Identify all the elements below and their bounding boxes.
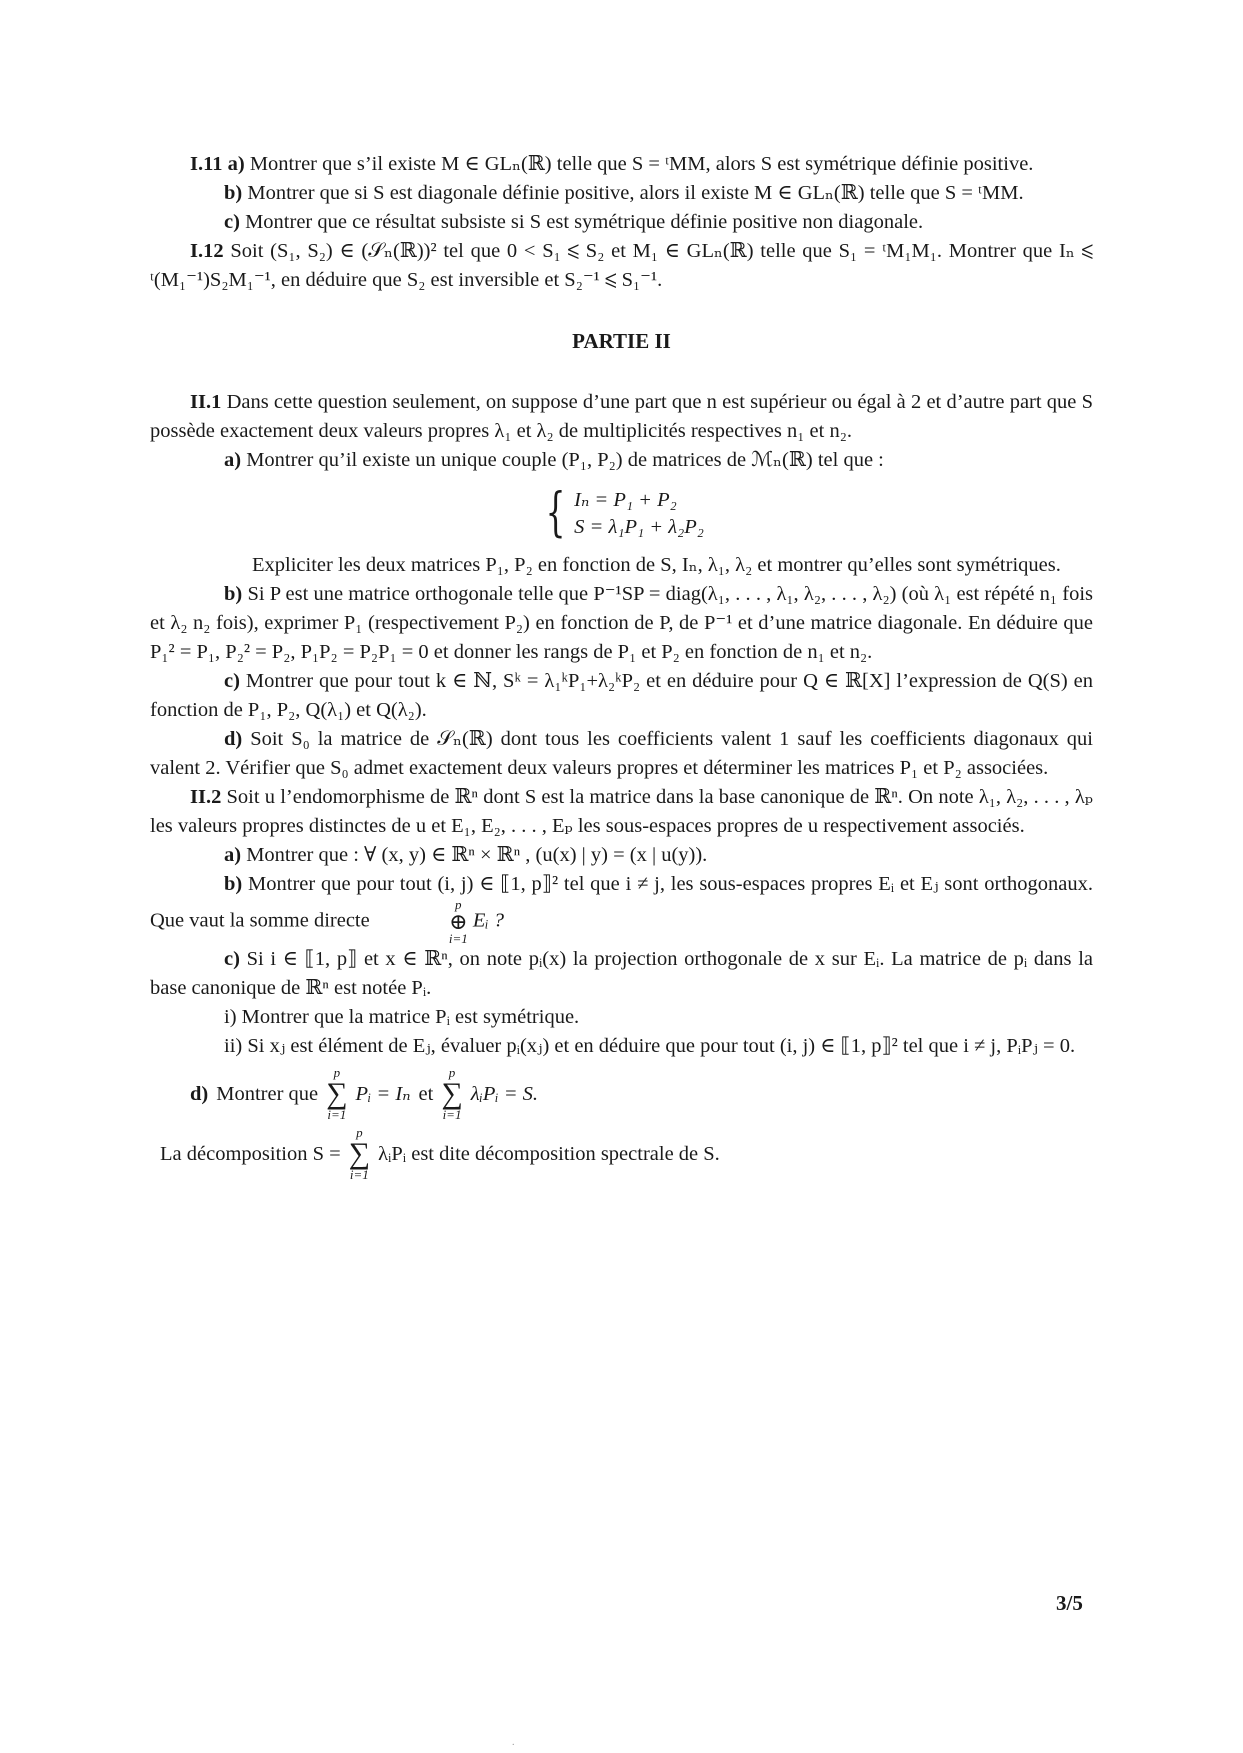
equation-system [150, 483, 1093, 543]
question-text: Montrer que pour tout (i, j) ∈ ⟦1, p⟧² tel que i ≠ j, les sous-espaces propres Eᵢ et Eⱼ sont orthogonaux. Que vaut la somme directe [150, 873, 1094, 932]
conjunction-text: et [418, 1082, 434, 1105]
summation-symbol: p ∑ i=1 [348, 1125, 371, 1182]
subquestion-label: a) [224, 844, 242, 866]
question-text: Montrer que si S est diagonale définie positive, alors il existe M ∈ GLₙ(ℝ) telle que S = ᵗMM. [247, 182, 1024, 204]
question-text: Dans cette question seulement, on suppose d’une part que n est supérieur ou égal à 2 et d’autre part que S possède exactement deux valeurs propres λ₁ et λ₂ de multiplicités respectives n₁ et n₂. [150, 391, 1093, 442]
question-text: Soit S₀ la matrice de 𝒮ₙ(ℝ) dont tous les coefficients valent 1 sauf les coefficients diagonaux qui valent 2. Vérifier que S₀ admet exactement deux valeurs propres et déterminer les matrices P₁ et P₂ associées. [150, 728, 1093, 779]
summation-term: Pᵢ = Iₙ [355, 1082, 411, 1105]
subquestion-label: d) [190, 1082, 209, 1105]
question-I11-b [150, 179, 1093, 208]
statement-prefix: La décomposition S = [160, 1142, 341, 1165]
question-text: Montrer que ce résultat subsiste si S est symétrique définie positive non diagonale. [245, 211, 924, 233]
question-text: Montrer que : ∀ (x, y) ∈ ℝⁿ × ℝⁿ , (u(x) | y) = (x | u(y)). [246, 844, 708, 866]
question-I12 [150, 237, 1093, 295]
question-II1-c [150, 667, 1093, 725]
question-II2-c [150, 945, 1093, 1003]
question-II1-intro [150, 388, 1093, 446]
direct-sum-term: Eᵢ ? [472, 909, 505, 932]
question-II1-d [150, 725, 1093, 783]
subquestion-label: c) [224, 211, 240, 233]
question-label: II.1 [190, 391, 222, 413]
question-text: Montrer que pour tout k ∈ ℕ, Sᵏ = λ₁ᵏP₁+λ₂ᵏP₂ et en déduire pour Q ∈ ℝ[X] l’expression de Q(S) en fonction de P₁, P₂, Q(λ₁) et Q(λ₂). [150, 670, 1094, 721]
summation-symbol: p ∑ i=1 [326, 1065, 348, 1122]
subquestion-label: d) [224, 728, 243, 750]
question-text: Si i ∈ ⟦1, p⟧ et x ∈ ℝⁿ, on note pᵢ(x) la projection orthogonale de x sur Eᵢ. La matrice de pᵢ dans la base canonique de ℝⁿ est notée Pᵢ. [150, 948, 1093, 999]
question-text: Montrer qu’il existe un unique couple (P₁, P₂) de matrices de ℳₙ(ℝ) tel que : [246, 449, 884, 471]
subquestion-label: b) [224, 583, 243, 605]
footer-mark: . [512, 1737, 515, 1748]
summation-symbol: p ∑ i=1 [441, 1065, 463, 1122]
statement-suffix: λᵢPᵢ est dite décomposition spectrale de S. [378, 1142, 720, 1165]
spectral-decomposition-statement [150, 1127, 1093, 1181]
question-II2-a [150, 841, 1093, 870]
question-II2-b [150, 870, 1093, 945]
question-II1-b [150, 580, 1093, 667]
summation-term: λᵢPᵢ = S. [470, 1082, 539, 1105]
question-I11-c [150, 208, 1093, 237]
question-II1-a-followup: Expliciter les deux matrices P₁, P₂ en fonction de S, Iₙ, λ₁, λ₂ et montrer qu’elles sont symétriques. [252, 554, 1061, 576]
question-text: Soit u l’endomorphisme de ℝⁿ dont S est la matrice dans la base canonique de ℝⁿ. On note λ₁, λ₂, . . . , λₚ les valeurs propres distinctes de u et E₁, E₂, . . . , Eₚ les sous-espaces propres de u respectivement associés. [150, 786, 1093, 837]
page-content [150, 150, 1093, 1187]
question-II2-d [150, 1067, 1093, 1121]
question-II2-c-i: i) Montrer que la matrice Pᵢ est symétrique. [224, 1006, 580, 1028]
question-text: Si P est une matrice orthogonale telle que P⁻¹SP = diag(λ₁, . . . , λ₁, λ₂, . . . , λ₂) (où λ₁ est répété n₁ fois et λ₂ n₂ fois), exprimer P₁ (respectivement P₂) en fonction de P, de P⁻¹ et d’une matrice diagonale. En déduire que P₁² = P₁, P₂² = P₂, P₁P₂ = P₂P₁ = 0 et donner les rangs de P₁ et P₂ en fonction de n₁ et n₂. [150, 583, 1093, 663]
question-label: II.2 [190, 786, 222, 808]
subquestion-label: c) [224, 948, 240, 970]
subquestion-label: a) [227, 153, 245, 175]
subquestion-label: b) [224, 873, 243, 895]
part-title: PARTIE II [572, 329, 671, 353]
subquestion-label: a) [224, 449, 242, 471]
question-text: Montrer que [216, 1082, 319, 1105]
subquestion-label: b) [224, 182, 243, 204]
subquestion-label: c) [224, 670, 240, 692]
question-text: Soit (S₁, S₂) ∈ (𝒮ₙ(ℝ))² tel que 0 < S₁ ⩽ S₂ et M₁ ∈ GLₙ(ℝ) telle que S₁ = ᵗM₁M₁. Montrer que Iₙ ⩽ ᵗ(M₁⁻¹)S₂M₁⁻¹, en déduire que S₂ est inversible et S₂⁻¹ ⩽ S₁⁻¹. [150, 240, 1094, 291]
system-equation-1: Iₙ = P₁ + P₂ [574, 489, 677, 511]
page-number: 3/5 [1056, 1591, 1083, 1615]
question-II2-c-ii: ii) Si xⱼ est élément de Eⱼ, évaluer pᵢ(xⱼ) et en déduire que pour tout (i, j) ∈ ⟦1, p⟧² tel que i ≠ j, PᵢPⱼ = 0. [224, 1035, 1076, 1057]
direct-sum-operator: p ⊕ i=1 [448, 897, 468, 946]
question-label: I.12 [190, 240, 224, 262]
question-label: I.11 [190, 153, 223, 175]
question-I11-a [150, 150, 1093, 179]
system-equation-2: S = λ₁P₁ + λ₂P₂ [574, 516, 704, 538]
question-II1-a [150, 446, 1093, 475]
left-brace: { [545, 483, 566, 543]
question-II2-intro [150, 783, 1093, 841]
question-text: Montrer que s’il existe M ∈ GLₙ(ℝ) telle que S = ᵗMM, alors S est symétrique définie positive. [249, 153, 1034, 175]
